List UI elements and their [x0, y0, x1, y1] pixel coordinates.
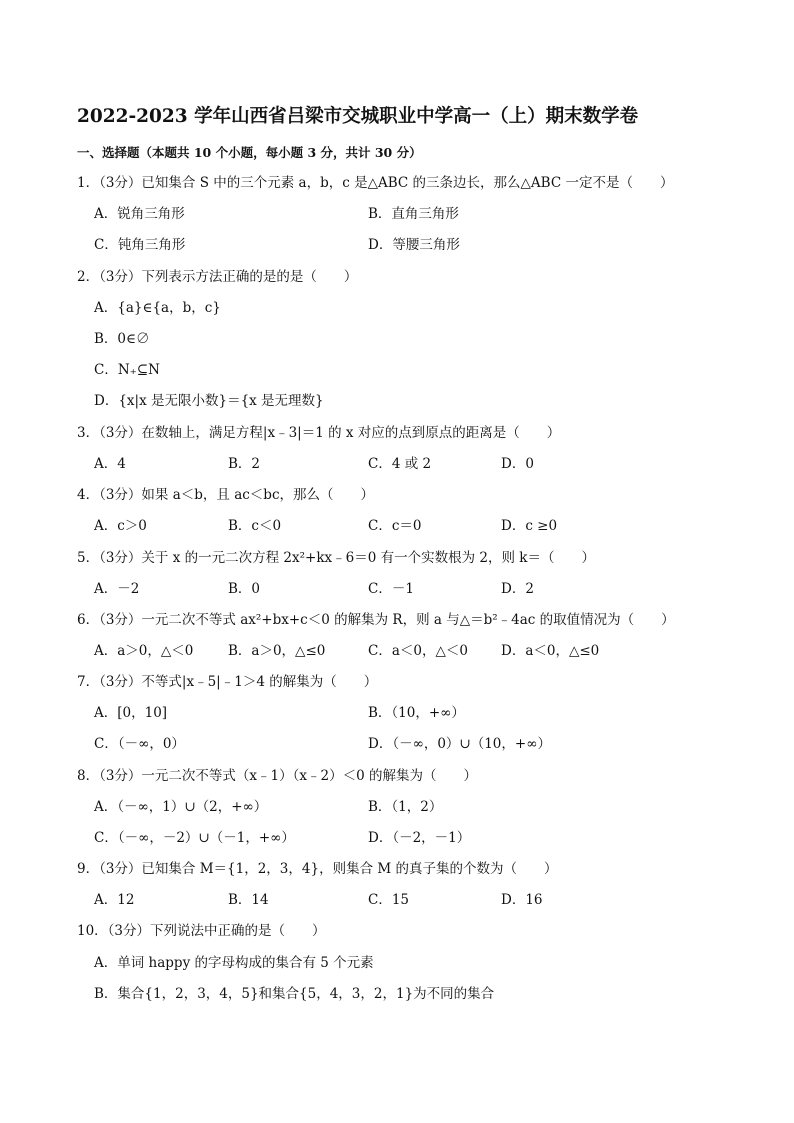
question-3-option-b[interactable]: B．2	[228, 456, 261, 472]
question-9-option-a[interactable]: A．12	[94, 892, 135, 908]
question-4-stem: 4．（3分）如果 a＜b，且 ac＜bc，那么（ ）	[77, 487, 375, 503]
question-7-option-b[interactable]: B．（10，+∞）	[368, 705, 465, 721]
question-9-option-b[interactable]: B．14	[228, 892, 269, 908]
question-9-option-c[interactable]: C．15	[368, 892, 410, 908]
question-6-option-c[interactable]: C．a＜0，△＜0	[368, 643, 468, 659]
question-8-option-c[interactable]: C．（－∞，－2）∪（－1，+∞）	[94, 830, 295, 846]
question-3-option-c[interactable]: C．4 或 2	[368, 456, 432, 472]
question-6-stem: 6．（3分）一元二次不等式 ax²+bx+c＜0 的解集为 R，则 a 与△＝b²﹣4ac 的取值情况为（ ）	[77, 612, 675, 628]
question-2-option-b[interactable]: B．0∈∅	[94, 331, 150, 347]
question-6-option-b[interactable]: B．a＞0，△≤0	[228, 643, 326, 659]
question-7-option-c[interactable]: C．（－∞，0）	[94, 736, 185, 752]
question-5-option-d[interactable]: D．2	[501, 581, 534, 597]
question-4-option-a[interactable]: A．c＞0	[94, 518, 147, 534]
question-10-option-b[interactable]: B．集合{1，2，3，4，5}和集合{5，4，3，2，1}为不同的集合	[94, 986, 495, 1002]
question-1-option-d[interactable]: D．等腰三角形	[368, 237, 460, 253]
question-3-stem: 3．（3分）在数轴上，满足方程|x﹣3|＝1 的 x 对应的点到原点的距离是（ ）	[77, 425, 561, 441]
question-2-option-c[interactable]: C．N₊⊆N	[94, 362, 160, 378]
question-8-option-b[interactable]: B．（1，2）	[368, 799, 443, 815]
question-10-option-a[interactable]: A．单词 happy 的字母构成的集合有 5 个元素	[94, 955, 374, 971]
question-4-option-b[interactable]: B．c＜0	[228, 518, 282, 534]
question-7-option-d[interactable]: D．（－∞，0）∪（10，+∞）	[368, 736, 551, 752]
question-8-stem: 8．（3分）一元二次不等式（x﹣1）（x﹣2）＜0 的解集为（ ）	[77, 768, 477, 784]
exam-title: 2022-2023 学年山西省吕梁市交城职业中学高一（上）期末数学卷	[77, 106, 639, 127]
question-6-option-a[interactable]: A．a＞0，△＜0	[94, 643, 194, 659]
question-1-option-c[interactable]: C．钝角三角形	[94, 237, 186, 253]
question-8-option-a[interactable]: A．（－∞，1）∪（2，+∞）	[94, 799, 268, 815]
question-4-option-c[interactable]: C．c＝0	[368, 518, 422, 534]
question-3-option-d[interactable]: D．0	[501, 456, 534, 472]
question-2-option-a[interactable]: A．{a}∈{a，b，c}	[94, 300, 221, 316]
section-heading: 一、选择题（本题共 10 个小题，每小题 3 分，共计 30 分）	[77, 145, 422, 160]
question-2-option-d[interactable]: D．{x|x 是无限小数}＝{x 是无理数}	[94, 393, 324, 409]
question-1-stem: 1．（3分）已知集合 S 中的三个元素 a，b，c 是△ABC 的三条边长，那么△ABC 一定不是（ ）	[77, 175, 674, 191]
question-8-option-d[interactable]: D．（－2，－1）	[368, 830, 471, 846]
question-3-option-a[interactable]: A．4	[94, 456, 126, 472]
question-9-option-d[interactable]: D．16	[501, 892, 543, 908]
question-1-option-b[interactable]: B．直角三角形	[368, 206, 459, 222]
question-7-option-a[interactable]: A．[0，10]	[94, 705, 168, 721]
question-5-option-c[interactable]: C．－1	[368, 581, 414, 597]
question-10-stem: 10．（3分）下列说法中正确的是（ ）	[77, 923, 326, 939]
question-5-option-b[interactable]: B．0	[228, 581, 261, 597]
question-5-stem: 5．（3分）关于 x 的一元二次方程 2x²+kx﹣6＝0 有一个实数根为 2，则 k＝（ ）	[77, 550, 595, 566]
question-2-stem: 2．（3分）下列表示方法正确的是的是（ ）	[77, 269, 358, 285]
question-7-stem: 7．（3分）不等式|x﹣5|﹣1＞4 的解集为（ ）	[77, 674, 378, 690]
question-9-stem: 9．（3分）已知集合 M＝{1，2，3，4}，则集合 M 的真子集的个数为（ ）	[77, 861, 558, 877]
question-4-option-d[interactable]: D．c ≥0	[501, 518, 558, 534]
question-6-option-d[interactable]: D．a＜0，△≤0	[501, 643, 600, 659]
question-5-option-a[interactable]: A．－2	[94, 581, 140, 597]
question-1-option-a[interactable]: A．锐角三角形	[94, 206, 185, 222]
